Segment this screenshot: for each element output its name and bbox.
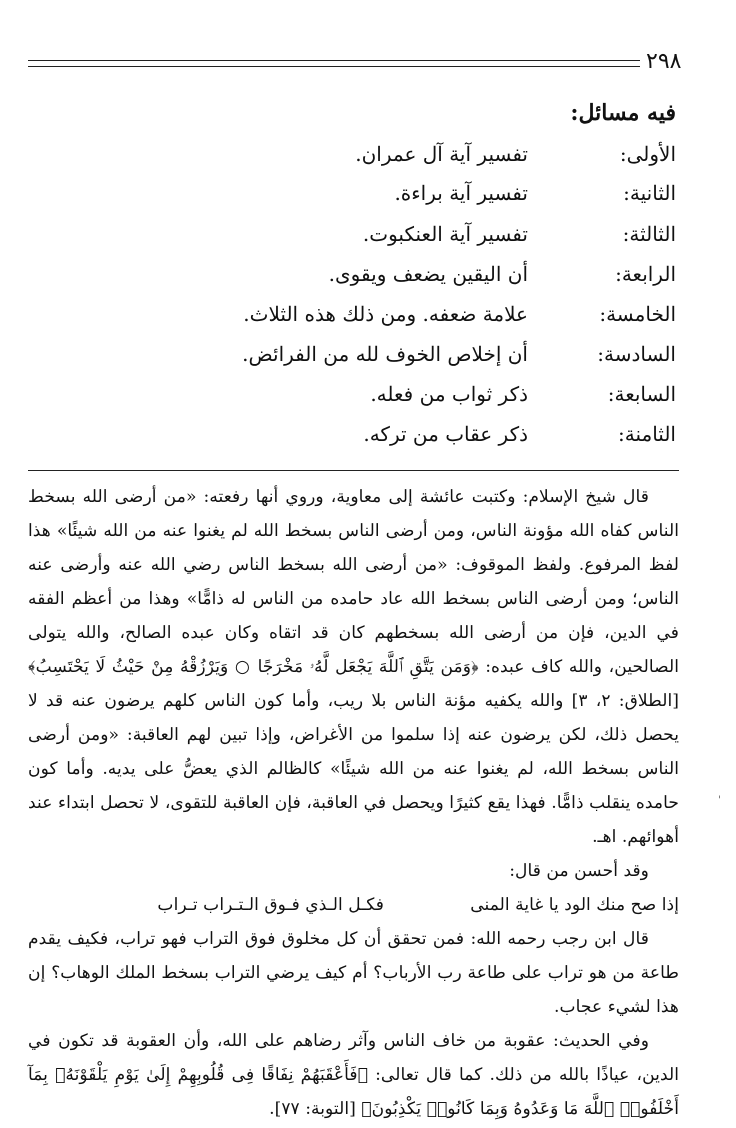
issue-label: السادسة:: [597, 342, 676, 366]
issue-row: [76, 181, 676, 215]
issue-row: [76, 142, 676, 176]
commentary-paragraph: وفي الحديث: عقوبة من خاف الناس وآثر رضاهم على الله، وأن العقوبة قد تكون في الدين، عياذًا بالله من ذلك. كما قال تعالى: ﴿فَأَعْقَبَهُمْ نِفَاقًا فِى قُلُوبِهِمْ إِلَىٰ يَوْمِ يَلْقَوْنَهُۥ بِمَآ أَخْلَفُوا۟ ٱللَّهَ مَا وَعَدُوهُ وَبِمَا كَانُوا۟ يَكْذِبُونَ﴾ [التوبة: ٧٧].: [28, 1031, 679, 1119]
issue-row: [76, 422, 676, 456]
issue-label: الثانية:: [623, 181, 676, 205]
issue-row: [76, 302, 676, 336]
issue-row: [76, 382, 676, 416]
issue-text: أن اليقين يضعف ويقوى.: [328, 262, 528, 286]
page-number: ٢٩٨: [646, 49, 682, 74]
issue-text: تفسير آية العنكبوت.: [362, 222, 528, 246]
issue-text: ذكر ثواب من فعله.: [370, 382, 528, 406]
issue-row: [76, 262, 676, 296]
commentary-paragraph: وقد أحسن من قال:: [509, 861, 649, 881]
issue-label: الثالثة:: [622, 222, 676, 246]
issue-label: الثامنة:: [618, 422, 676, 446]
issues-title: فيه مسائل:: [570, 100, 676, 126]
commentary-section: [28, 480, 679, 1126]
issue-label: الأولى:: [619, 142, 676, 166]
margin-mark: ': [718, 795, 721, 806]
section-divider: [28, 470, 679, 471]
poetry-verse: [28, 888, 679, 922]
issue-row: [76, 342, 676, 376]
issue-row: [76, 222, 676, 256]
issue-text: تفسير آية آل عمران.: [355, 142, 528, 166]
issue-label: الرابعة:: [615, 262, 676, 286]
issue-text: ذكر عقاب من تركه.: [363, 422, 528, 446]
issue-text: علامة ضعفه. ومن ذلك هذه الثلاث.: [243, 302, 528, 326]
header-rule-bottom: [28, 66, 640, 67]
commentary-paragraph: قال شيخ الإسلام: وكتبت عائشة إلى معاوية، وروي أنها رفعته: «من أرضى الله بسخط الناس كفاه الله مؤونة الناس، ومن أرضى الناس بسخط الله لم يغنوا عنه من الله شيئًا» هذا لفظ المرفوع. ولفظ الموقوف: «من أرضى الله بسخط الناس رضي الله عنه وأرضى عنه الناس؛ ومن أرضى الناس بسخط الله عاد حامده من الناس له ذامًّا» وهذا من أعظم الفقه في الدين، فإن من أرضى الله بسخطهم كان قد اتقاه وكان عبده الصالح، والله يتولى الصالحين، والله كاف عبده: ﴿وَمَن يَتَّقِ ٱللَّهَ يَجْعَل لَّهُۥ مَخْرَجًا ○ وَيَرْزُقْهُ مِنْ حَيْثُ لَا يَحْتَسِبُ﴾ [الطلاق: ٢، ٣] والله يكفيه مؤنة الناس بلا ريب، وأما كون الناس كلهم يرضون عنه قد لا يحصل ذلك، لكن يرضون عنه إذا سلموا من الأغراض، وإذا تبين لهم العاقبة: «ومن أرضى الناس بسخط الله، لم يغنوا عنه من الله شيئًا» كالظالم الذي يعضُّ على يديه. وأما كون حامده ينقلب ذامًّا. فهذا يقع كثيرًا ويحصل في العاقبة، فإن العاقبة للتقوى، لا تحصل ابتداء عند أهوائهم. اهـ.: [28, 487, 679, 847]
verse-second-hemistich: فكـل الـذي فـوق الـتـراب تـراب: [157, 895, 384, 915]
issue-label: السابعة:: [607, 382, 676, 406]
issue-text: تفسير آية براءة.: [394, 181, 528, 205]
verse-first-hemistich: إذا صح منك الود يا غاية المنى: [470, 895, 679, 915]
issue-text: أن إخلاص الخوف لله من الفرائض.: [242, 342, 528, 366]
header-rule-top: [28, 60, 640, 61]
commentary-paragraph: قال ابن رجب رحمه الله: فمن تحقق أن كل مخلوق فوق التراب فهو تراب، فكيف يقدم طاعة من هو تراب على طاعة رب الأرباب؟ أم كيف يرضي التراب بسخط الملك الوهاب؟ إن هذا لشيء عجاب.: [28, 929, 679, 1017]
issue-label: الخامسة:: [599, 302, 676, 326]
